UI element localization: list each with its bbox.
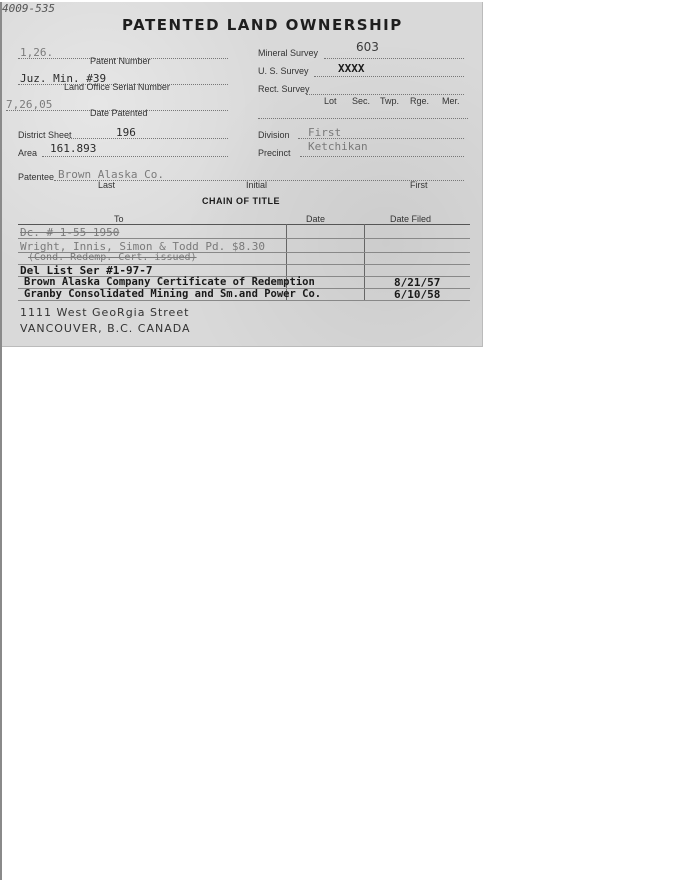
chain-col-date-filed: Date Filed [390,214,432,224]
division-label: Division [258,130,290,140]
chain-header-rule [18,224,470,225]
rect-col-lot: Lot [324,96,337,106]
precinct-value: Ketchikan [308,140,368,153]
division-line [298,138,464,139]
rect-col-rge: Rge. [410,96,430,106]
area-line [42,156,228,157]
card-title: PATENTED LAND OWNERSHIP [122,16,403,34]
land-office-label: Land Office Serial Number [64,82,170,92]
mineral-survey-line [324,58,464,59]
chain-row-6-filed: 6/10/58 [394,288,441,301]
patentee-label: Patentee [18,172,55,182]
chain-col-to: To [114,214,124,224]
rect-col-twp: Twp. [380,96,400,106]
chain-row-4: Del List Ser #1-97-7 [20,264,153,277]
land-office-value: Juz. Min. #39 [20,72,107,85]
chain-col-date: Date [306,214,326,224]
patentee-initial-label: Initial [246,180,268,190]
chain-rule-1 [18,238,470,239]
chain-row-3: (Cond. Redemp. Cert. issued) [28,252,197,263]
land-ownership-card [2,2,483,347]
chain-row-5-filed: 8/21/57 [394,276,441,289]
precinct-label: Precinct [258,148,291,158]
chain-rule-6 [18,300,470,301]
patentee-first-label: First [410,180,428,190]
address-line-1: 1111 West GeoRgia Street [20,306,190,319]
patent-number-value: 1,26. [20,46,54,59]
us-survey-label: U. S. Survey [258,66,309,76]
us-survey-line [314,76,464,77]
corner-note: 4009-535 [2,2,55,15]
rect-values-line [258,118,468,119]
rect-survey-label: Rect. Survey [258,84,310,94]
us-survey-value: XXXX [338,62,365,75]
division-value: First [308,126,342,139]
mineral-survey-value: 603 [356,40,379,54]
rect-survey-line [306,94,464,95]
rect-col-sec: Sec. [352,96,371,106]
patent-number-label: Patent Number [90,56,151,66]
date-patented-value: 7,26,05 [6,98,53,111]
mineral-survey-label: Mineral Survey [258,48,319,58]
chain-title: CHAIN OF TITLE [202,196,280,206]
patentee-value: Brown Alaska Co. [58,168,164,181]
patentee-last-label: Last [98,180,116,190]
area-label: Area [18,148,38,158]
date-patented-label: Date Patented [90,108,148,118]
chain-row-2: Wright, Innis, Simon & Todd Pd. $8.30 [20,240,266,253]
chain-row-1: Dc. # 1-55 1950 [20,226,120,239]
rect-col-mer: Mer. [442,96,460,106]
chain-row-5-to: Brown Alaska Company Certificate of Redemption [24,276,315,288]
district-sheet-value: 196 [116,126,136,139]
area-value: 161.893 [50,142,97,155]
address-line-2: VANCOUVER, B.C. CANADA [20,322,191,335]
precinct-line [300,156,464,157]
chain-row-6-to: Granby Consolidated Mining and Sm.and Power Co. [24,288,322,300]
district-sheet-line [68,138,228,139]
district-sheet-label: District Sheet [18,130,72,140]
